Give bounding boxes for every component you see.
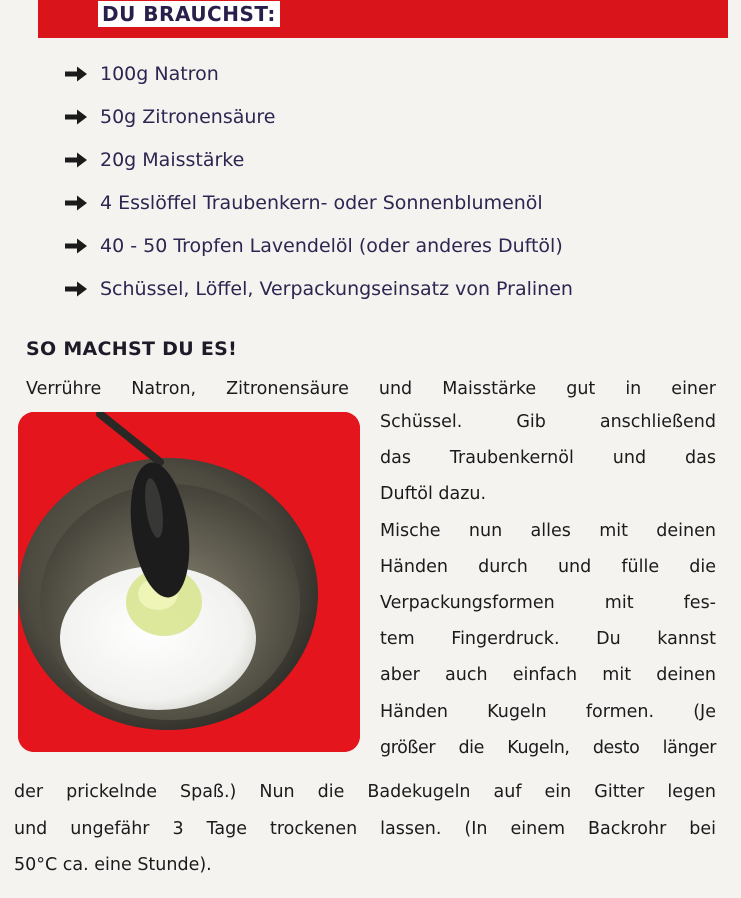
list-item — [64, 52, 573, 95]
instruction-column — [380, 404, 716, 766]
bowl-illustration — [18, 412, 360, 752]
arrow-right-icon — [64, 280, 88, 298]
ingredient-text: Schüssel, Löffel, Verpackungseinsatz von Pralinen — [100, 277, 573, 300]
instruction-line: Händen Kugeln formen. (Je — [380, 701, 716, 722]
instruction-line: größer die Kugeln, desto länger — [380, 737, 716, 758]
list-item — [64, 224, 573, 267]
section-title: SO MACHST DU ES! — [26, 338, 238, 360]
instruction-line: Duftöl dazu. — [380, 484, 487, 505]
instruction-first-line: Verrühre Natron, Zitronensäure und Maisstärke gut in einer — [26, 379, 716, 399]
list-item — [64, 95, 573, 138]
ingredient-text: 40 - 50 Tropfen Lavendelöl (oder anderes Duftöl) — [100, 234, 563, 257]
list-item — [64, 267, 573, 310]
ingredient-text: 4 Esslöffel Traubenkern- oder Sonnenblumenöl — [100, 191, 543, 214]
arrow-right-icon — [64, 151, 88, 169]
ingredient-text: 50g Zitronensäure — [100, 105, 276, 128]
list-item — [64, 181, 573, 224]
bowl-photo — [18, 412, 360, 752]
instruction-line: der prickelnde Spaß.) Nun die Badekugeln auf ein Gitter legen — [14, 782, 716, 802]
instruction-line: Händen durch und fülle die — [380, 556, 716, 577]
arrow-right-icon — [64, 65, 88, 83]
instruction-bottom — [14, 774, 716, 884]
header-title: DU BRAUCHST: — [98, 1, 280, 27]
instruction-line: Schüssel. Gib anschließend — [380, 412, 716, 432]
arrow-right-icon — [64, 108, 88, 126]
ingredient-list — [64, 52, 573, 310]
list-item — [64, 138, 573, 181]
instruction-line: 50°C ca. eine Stunde). — [14, 855, 212, 875]
instruction-line: Mische nun alles mit deinen — [380, 520, 716, 541]
instruction-line: tem Fingerdruck. Du kannst — [380, 629, 716, 650]
ingredient-text: 100g Natron — [100, 62, 219, 85]
instruction-line: und ungefähr 3 Tage trockenen lassen. (In einem Backrohr bei — [14, 818, 716, 839]
instruction-line: Verpackungsformen mit fes- — [380, 593, 716, 614]
header-banner — [38, 0, 728, 38]
ingredient-text: 20g Maisstärke — [100, 148, 245, 171]
arrow-right-icon — [64, 237, 88, 255]
instruction-line: aber auch einfach mit deinen — [380, 665, 716, 686]
arrow-right-icon — [64, 194, 88, 212]
instruction-line: das Traubenkernöl und das — [380, 448, 716, 469]
